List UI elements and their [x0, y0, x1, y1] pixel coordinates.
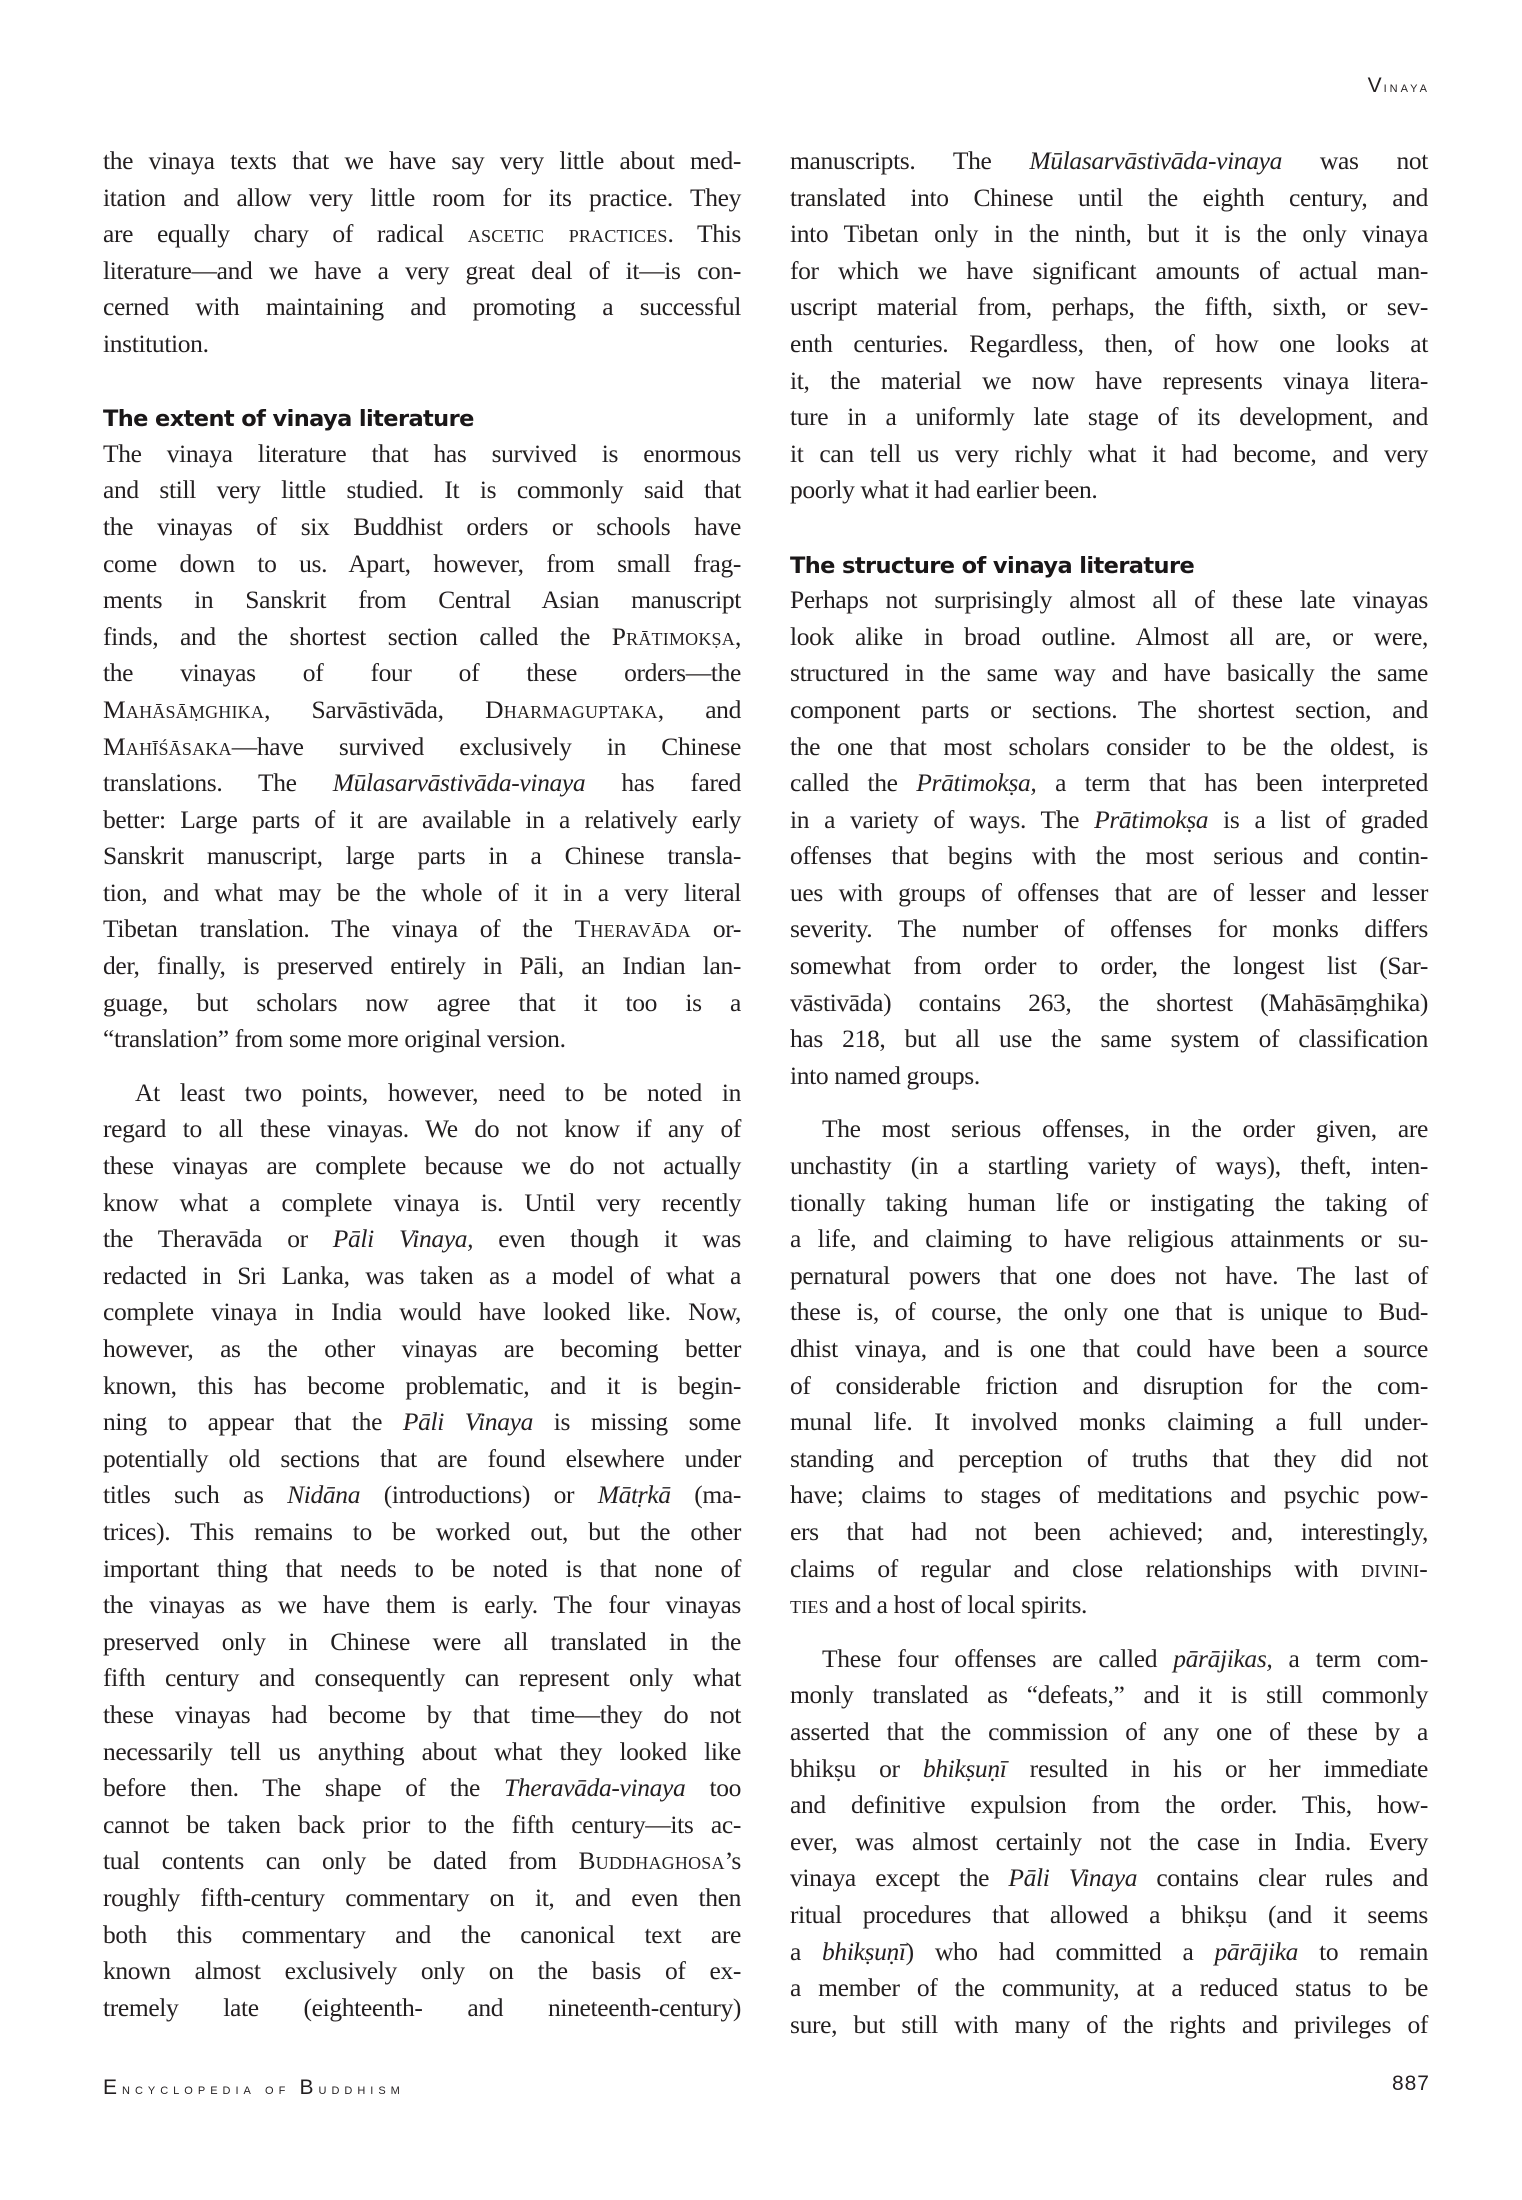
text-line: vāstivāda) contains 263, the shortest (Mahāsāṃghika) — [790, 987, 1428, 1017]
left-column — [103, 143, 741, 2026]
text-line: tremely late (eighteenth- and nineteenth-century) — [103, 1992, 741, 2022]
text-line: ers that had not been achieved; and, interestingly, — [790, 1516, 1428, 1546]
text-line: known, this has become problematic, and it is begin- — [103, 1370, 741, 1400]
text-line: ues with groups of offenses that are of lesser and lesser — [790, 877, 1428, 907]
text-line: a bhikṣuṇī) who had committed a pārājika to remain — [790, 1936, 1428, 1966]
text-line: structured in the same way and have basically the same — [790, 658, 1428, 688]
text-line: itation and allow very little room for its practice. They — [103, 182, 741, 212]
text-line: are equally chary of radical ascetic practices. This — [103, 219, 741, 249]
text-line: ever, was almost certainly not the case in India. Every — [790, 1826, 1428, 1856]
footer-publication-title: Encyclopedia of Buddhism — [103, 2076, 405, 2099]
italic-term: Mātṛkā — [597, 1480, 671, 1510]
text-line: potentially old sections that are found elsewhere under — [103, 1443, 741, 1473]
text-line: finds, and the shortest section called the Prātimokṣa, — [103, 621, 741, 651]
italic-term: Theravāda-vinaya — [504, 1773, 686, 1803]
section-heading-structure: The structure of vinaya literature — [790, 552, 1195, 579]
text-line: look alike in broad outline. Almost all are, or were, — [790, 621, 1428, 651]
text-line: claims of regular and close relationships with divini- — [790, 1553, 1428, 1583]
text-line: it, the material we now have represents vinaya litera- — [790, 365, 1428, 395]
text-line: These four offenses are called pārājikas, a term com- — [822, 1643, 1428, 1673]
cross-reference: ties — [790, 1590, 829, 1620]
text-line: a life, and claiming to have religious attainments or su- — [790, 1224, 1428, 1254]
text-line: institution. — [103, 328, 209, 358]
text-line: ture in a uniformly late stage of its development, and — [790, 402, 1428, 432]
paragraph-serious-offenses — [790, 1111, 1428, 1623]
text-line: tual contents can only be dated from Buddhaghosa’s — [103, 1846, 741, 1876]
text-line: regard to all these vinayas. We do not know if any of — [103, 1114, 741, 1144]
text-line: enth centuries. Regardless, then, of how one looks at — [790, 328, 1428, 358]
text-line: vinaya except the Pāli Vinaya contains clear rules and — [790, 1863, 1428, 1893]
text-line: cerned with maintaining and promoting a successful — [103, 292, 741, 322]
text-line: Sanskrit manuscript, large parts in a Chinese transla- — [103, 841, 741, 871]
text-line: however, as the other vinayas are becoming better — [103, 1334, 741, 1363]
cross-reference: Buddhaghosa — [578, 1846, 725, 1876]
italic-term: pārājikas, — [1173, 1643, 1273, 1673]
text-line: manuscripts. The Mūlasarvāstivāda-vinaya was not — [790, 146, 1428, 175]
text-line: literature—and we have a very great deal of it—is con- — [103, 255, 741, 285]
text-line: necessarily tell us anything about what they looked like — [103, 1736, 741, 1766]
right-column — [790, 143, 1428, 2043]
text-line: and still very little studied. It is commonly said that — [103, 475, 741, 505]
text-line: poorly what it had earlier been. — [790, 475, 1098, 505]
text-line: tionally taking human life or instigating the taking of — [790, 1187, 1428, 1217]
italic-term: Mūlasarvāstivāda-vinaya — [1029, 146, 1282, 175]
cross-reference: Mahāsāṃghika — [103, 694, 265, 724]
text-line: somewhat from order to order, the longest list (Sar- — [790, 951, 1428, 981]
italic-term: Pāli Vinaya — [402, 1407, 533, 1437]
page-number: 887 — [1391, 2072, 1430, 2095]
text-line: and definitive expulsion from the order. This, how- — [790, 1790, 1428, 1820]
text-line: of considerable friction and disruption for the com- — [790, 1370, 1428, 1400]
italic-term: Prātimokṣa — [1094, 804, 1209, 834]
text-line: trices). This remains to be worked out, but the other — [103, 1516, 741, 1546]
text-line: these vinayas are complete because we do not actually — [103, 1151, 741, 1181]
text-line: better: Large parts of it are available in a relatively early — [103, 804, 741, 834]
paragraph-parajikas — [790, 1641, 1428, 2044]
text-line: the one that most scholars consider to be the oldest, is — [790, 731, 1428, 761]
text-line: the vinayas as we have them is early. The four vinayas — [103, 1590, 741, 1620]
text-line: pernatural powers that one does not have. The last of — [790, 1260, 1428, 1290]
text-line: asserted that the commission of any one of these by a — [790, 1716, 1428, 1746]
text-line: for which we have significant amounts of actual man- — [790, 255, 1428, 285]
italic-term: Nidāna — [287, 1480, 361, 1510]
text-line: dhist vinaya, and is one that could have been a source — [790, 1334, 1428, 1363]
italic-term: Mūlasarvāstivāda-vinaya — [332, 768, 586, 798]
paragraph-manuscripts — [790, 143, 1428, 509]
text-line: Mahīśāsaka—have survived exclusively in Chinese — [103, 731, 741, 761]
italic-term: Prātimokṣa, — [916, 768, 1037, 798]
cross-reference: Mahīśāsaka — [103, 731, 232, 761]
text-line: tion, and what may be the whole of it in a very literal — [103, 877, 741, 907]
italic-term: Pāli Vinaya, — [332, 1224, 474, 1254]
text-line: the Theravāda or Pāli Vinaya, even though it was — [103, 1224, 741, 1254]
running-head: Vinaya — [1367, 74, 1430, 97]
text-line: ning to appear that the Pāli Vinaya is missing some — [103, 1407, 742, 1437]
text-line: ments in Sanskrit from Central Asian manuscript — [103, 585, 741, 615]
text-line: severity. The number of offenses for monks differs — [790, 914, 1428, 944]
text-line: it can tell us very richly what it had become, and very — [790, 438, 1428, 468]
text-line: Tibetan translation. The vinaya of the Theravāda or- — [103, 914, 741, 944]
text-line: ritual procedures that allowed a bhikṣu (and it seems — [790, 1899, 1428, 1929]
text-line: offenses that begins with the most serious and contin- — [790, 841, 1428, 871]
text-line: bhikṣu or bhikṣuṇī resulted in his or her immediate — [790, 1753, 1428, 1783]
text-line: At least two points, however, need to be noted in — [135, 1077, 741, 1107]
paragraph-structure — [790, 582, 1428, 1094]
text-line: known almost exclusively only on the basis of ex- — [103, 1956, 741, 1986]
text-line: uscript material from, perhaps, the fifth, sixth, or sev- — [790, 292, 1428, 322]
cross-reference: divini- — [1361, 1553, 1428, 1583]
italic-term: bhikṣuṇī — [822, 1936, 906, 1966]
text-line: The vinaya literature that has survived is enormous — [103, 438, 741, 468]
section-heading-extent: The extent of vinaya literature — [103, 406, 474, 433]
text-line: Mahāsāṃghika, Sarvāstivāda, Dharmaguptaka, and — [103, 694, 741, 724]
text-line: ties and a host of local spirits. — [790, 1590, 1088, 1620]
text-line: both this commentary and the canonical text are — [103, 1919, 741, 1949]
text-line: component parts or sections. The shortest section, and — [790, 694, 1428, 724]
paragraph-intro — [103, 143, 741, 363]
text-line: translations. The Mūlasarvāstivāda-vinaya has fared — [103, 768, 741, 798]
paragraph-two-points — [103, 1075, 741, 2026]
text-line: “translation” from some more original version. — [103, 1024, 566, 1054]
text-line: titles such as Nidāna (introductions) or Mātṛkā (ma- — [103, 1480, 741, 1510]
text-line: translated into Chinese until the eighth century, and — [790, 182, 1428, 212]
cross-reference: Dharmaguptaka — [485, 694, 658, 724]
text-line: important thing that needs to be noted is that none of — [103, 1553, 741, 1583]
cross-reference: Prātimokṣa — [611, 621, 735, 651]
text-line: munal life. It involved monks claiming a full under- — [790, 1407, 1428, 1437]
text-line: these is, of course, the only one that is unique to Bud- — [790, 1297, 1428, 1327]
text-line: The most serious offenses, in the order given, are — [822, 1114, 1428, 1144]
text-line: der, finally, is preserved entirely in Pāli, an Indian lan- — [103, 951, 741, 981]
text-line: unchastity (in a startling variety of ways), theft, inten- — [790, 1151, 1428, 1181]
italic-term: bhikṣuṇī — [922, 1753, 1007, 1783]
text-line: fifth century and consequently can represent only what — [103, 1663, 741, 1693]
cross-reference: Theravāda — [574, 914, 691, 944]
text-line: the vinaya texts that we have say very little about med- — [103, 146, 741, 175]
text-line: redacted in Sri Lanka, was taken as a model of what a — [103, 1260, 741, 1290]
text-line: called the Prātimokṣa, a term that has been interpreted — [790, 768, 1428, 798]
text-line: into Tibetan only in the ninth, but it is the only vinaya — [790, 219, 1428, 249]
text-line: know what a complete vinaya is. Until very recently — [103, 1187, 741, 1217]
text-line: standing and perception of truths that they did not — [790, 1443, 1428, 1473]
text-line: monly translated as “defeats,” and it is still commonly — [790, 1680, 1428, 1710]
text-line: come down to us. Apart, however, from small frag- — [103, 548, 741, 578]
text-line: in a variety of ways. The Prātimokṣa is a list of graded — [790, 804, 1429, 834]
text-line: these vinayas had become by that time—they do not — [103, 1699, 741, 1729]
text-line: the vinayas of four of these orders—the — [103, 658, 741, 688]
text-line: cannot be taken back prior to the fifth century—its ac- — [103, 1809, 741, 1839]
text-line: guage, but scholars now agree that it too is a — [103, 987, 741, 1017]
text-line: before then. The shape of the Theravāda-vinaya too — [103, 1773, 741, 1803]
text-line: into named groups. — [790, 1060, 980, 1090]
text-line: complete vinaya in India would have looked like. Now, — [103, 1297, 741, 1327]
text-line: roughly fifth-century commentary on it, and even then — [103, 1882, 741, 1912]
italic-term: pārājika — [1214, 1936, 1299, 1966]
paragraph-extent — [103, 436, 741, 1058]
text-line: the vinayas of six Buddhist orders or schools have — [103, 511, 741, 541]
text-line: Perhaps not surprisingly almost all of these late vinayas — [790, 585, 1428, 615]
text-line: has 218, but all use the same system of classification — [790, 1024, 1428, 1054]
text-line: preserved only in Chinese were all translated in the — [103, 1626, 741, 1656]
cross-reference: ascetic practices — [467, 219, 668, 249]
italic-term: Pāli Vinaya — [1008, 1863, 1138, 1893]
text-line: sure, but still with many of the rights and privileges of — [790, 2009, 1428, 2039]
text-line: a member of the community, at a reduced status to be — [790, 1973, 1428, 2003]
text-line: have; claims to stages of meditations and psychic pow- — [790, 1480, 1428, 1510]
